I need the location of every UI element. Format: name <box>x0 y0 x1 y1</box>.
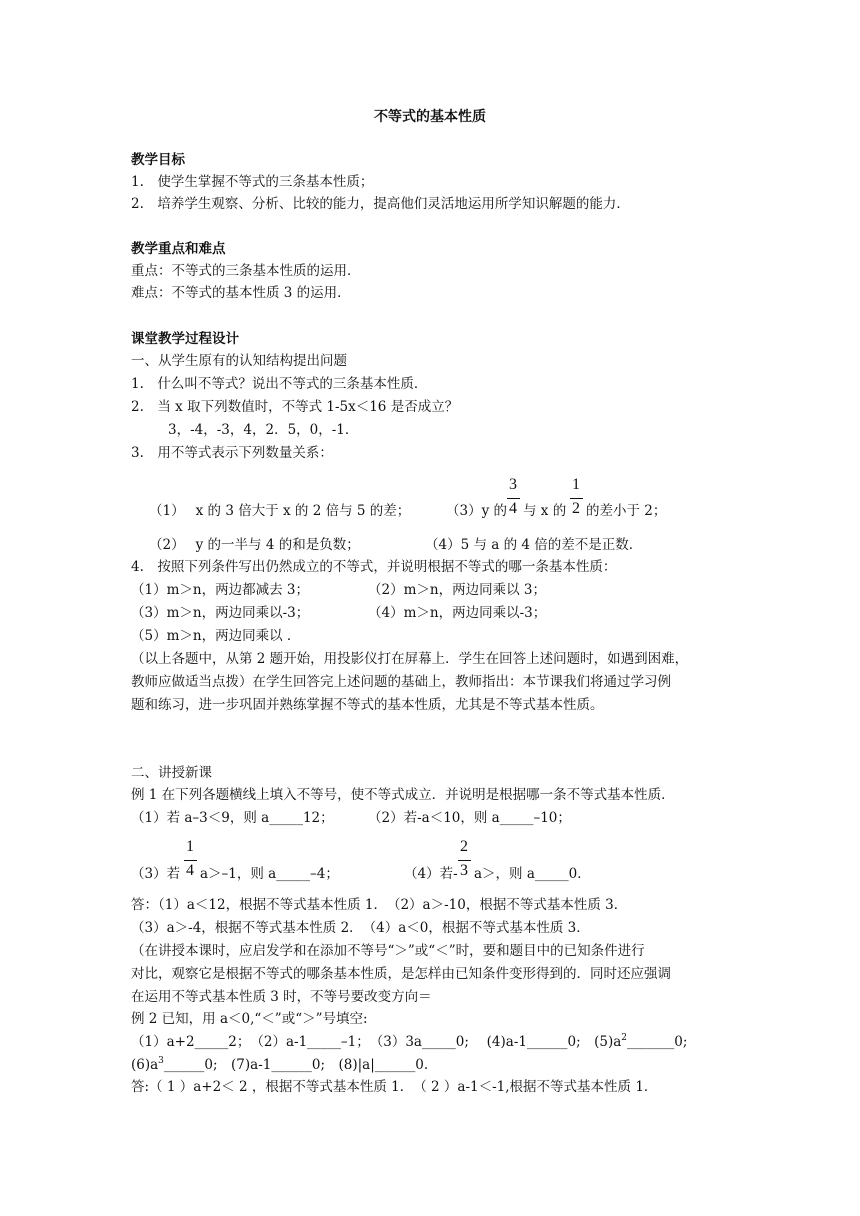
answer-1-line-2: （3）a＞-4，根据不等式基本性质 2． （4）a＜0，根据不等式基本性质 3． <box>131 920 590 936</box>
focus-key: 重点：不等式的三条基本性质的运用． <box>131 263 361 279</box>
question-4: 4. 按照下列条件写出仍然成立的不等式，并说明根据不等式的哪一条基本性质： <box>131 559 617 575</box>
ex2-line-2-part-b: ______0; (7)a-1______0; (8)|a|______0. <box>163 1057 429 1073</box>
ex1-item-3-part-a: （3）若 <box>131 866 181 882</box>
example-2: 例 2 已知，用 a＜0,“＜”或“＞”号填空: <box>131 1011 368 1027</box>
q4-item-5: （5）m＞n，两边同乘以 ． <box>131 628 301 644</box>
ex2-line-2 <box>131 1056 429 1073</box>
ex1-item-2: （2）若-a＜10，则 a_____–10； <box>368 810 571 826</box>
ex2-superscript-2: 2 <box>621 1033 628 1043</box>
q4-item-3: （3）m＞n，两边同乘以-3； <box>131 605 310 621</box>
goal-item-2: 2. 培养学生观察、分析、比较的能力，提高他们灵活地运用所学知识解题的能力． <box>131 196 630 212</box>
teacher-note-line-1: （以上各题中，从第 2 题开始，用投影仪打在屏幕上．学生在回答上述问题时，如遇到困难， <box>131 651 689 667</box>
page-title: 不等式的基本性质 <box>374 109 486 125</box>
q4-item-4: （4）m＞n，两边同乘以-3； <box>368 605 547 621</box>
fraction-3-4-bar <box>507 498 520 499</box>
question-1: 1. 什么叫不等式？说出不等式的三条基本性质． <box>131 376 428 392</box>
ex1-item-3-part-b: a＞–1，则 a_____–4； <box>200 866 339 882</box>
example-1: 例 1 在下列各题横线上填入不等号，使不等式成立．并说明是根据哪一条不等式基本性质． <box>131 787 675 803</box>
ex2-line-1-part-a: （1）a+2_____2； （2）a-1_____–1； （3）3a_____0; (4)a-1______0; (5)a <box>131 1034 622 1050</box>
question-3: 3. 用不等式表示下列数量关系： <box>131 445 333 461</box>
fraction-3-4-numerator: 3 <box>509 476 517 493</box>
q3-item-3-part-c: 的差小于 2； <box>586 503 667 519</box>
teacher-note-line-3: 题和练习，进一步巩固并熟练掌握不等式的基本性质，尤其是不等式基本性质。 <box>131 697 604 713</box>
q3-item-3-part-a: （3）y 的 <box>446 503 508 519</box>
fraction-2-3-numerator: 2 <box>460 838 468 855</box>
fraction-3-4-denominator: 4 <box>509 500 517 517</box>
answer-2: 答:（ 1 ）a+2＜ 2 ，根据不等式基本性质 1． （ 2 ）a-1＜-1,根据不等式基本性质 1． <box>131 1079 658 1095</box>
q3-item-3-part-b: 与 x 的 <box>523 503 567 519</box>
focus-hard: 难点：不等式的基本性质 3 的运用． <box>131 285 351 301</box>
ex1-item-4-part-a: （4）若- <box>404 866 458 882</box>
fraction-1-2-bar <box>570 498 583 499</box>
fraction-1-4-denominator: 4 <box>186 862 194 879</box>
goal-item-1: 1. 使学生掌握不等式的三条基本性质； <box>131 174 374 190</box>
q4-item-2: （2）m＞n，两边同乘以 3； <box>368 582 546 598</box>
teacher-note-line-4: （在讲授本课时，应启发学和在添加不等号“＞”或“＜”时，要和题目中的已知条件进行 <box>131 943 645 959</box>
ex2-line-1 <box>131 1033 688 1050</box>
q3-item-1: （1） x 的 3 倍大于 x 的 2 倍与 5 的差； <box>149 503 411 519</box>
question-2-values: 3，-4，-3，4，2．5，0，-1． <box>168 422 359 438</box>
ex2-superscript-3: 3 <box>158 1056 164 1066</box>
ex2-line-1-part-b: _______0; <box>627 1034 688 1050</box>
question-2: 2. 当 x 取下列数值时，不等式 1-5x＜16 是否成立？ <box>131 399 459 415</box>
q3-item-2: （2） y 的一半与 4 的和是负数； <box>149 537 360 553</box>
fraction-1-2-denominator: 2 <box>572 500 580 517</box>
teacher-note-line-5: 对比，观察它是根据不等式的哪条基本性质，是怎样由已知条件变形得到的．同时还应强调 <box>131 966 671 982</box>
ex1-item-4-part-b: a＞，则 a_____0． <box>474 866 591 882</box>
fraction-1-4-bar <box>184 860 197 861</box>
answer-1-line-1: 答：（1）a＜12，根据不等式基本性质 1． （2）a＞-10，根据不等式基本性质 3． <box>131 897 628 913</box>
fraction-1-2-numerator: 1 <box>572 476 580 493</box>
section-heading-process: 课堂教学过程设计 <box>131 331 239 347</box>
q3-item-4: （4）5 与 a 的 4 倍的差不是正数． <box>425 537 643 553</box>
fraction-2-3-bar <box>458 860 471 861</box>
part1-heading: 一、从学生原有的认知结构提出问题 <box>131 353 347 369</box>
part2-heading: 二、讲授新课 <box>131 765 212 781</box>
teacher-note-line-6: 在运用不等式基本性质 3 时，不等号要改变方向＝ <box>131 989 432 1005</box>
fraction-2-3-denominator: 3 <box>460 862 468 879</box>
ex1-item-1: （1）若 a–3＜9，则 a_____12； <box>131 810 334 826</box>
fraction-1-4-numerator: 1 <box>186 838 194 855</box>
q4-item-1: （1）m＞n，两边都减去 3； <box>131 582 309 598</box>
section-heading-goals: 教学目标 <box>131 152 185 168</box>
section-heading-focus: 教学重点和难点 <box>131 241 226 257</box>
ex2-line-2-part-a: (6)a <box>131 1057 159 1073</box>
teacher-note-line-2: 教师应做适当点拨）在学生回答完上述问题的基础上，教师指出：本节课我们将通过学习例 <box>131 674 671 690</box>
